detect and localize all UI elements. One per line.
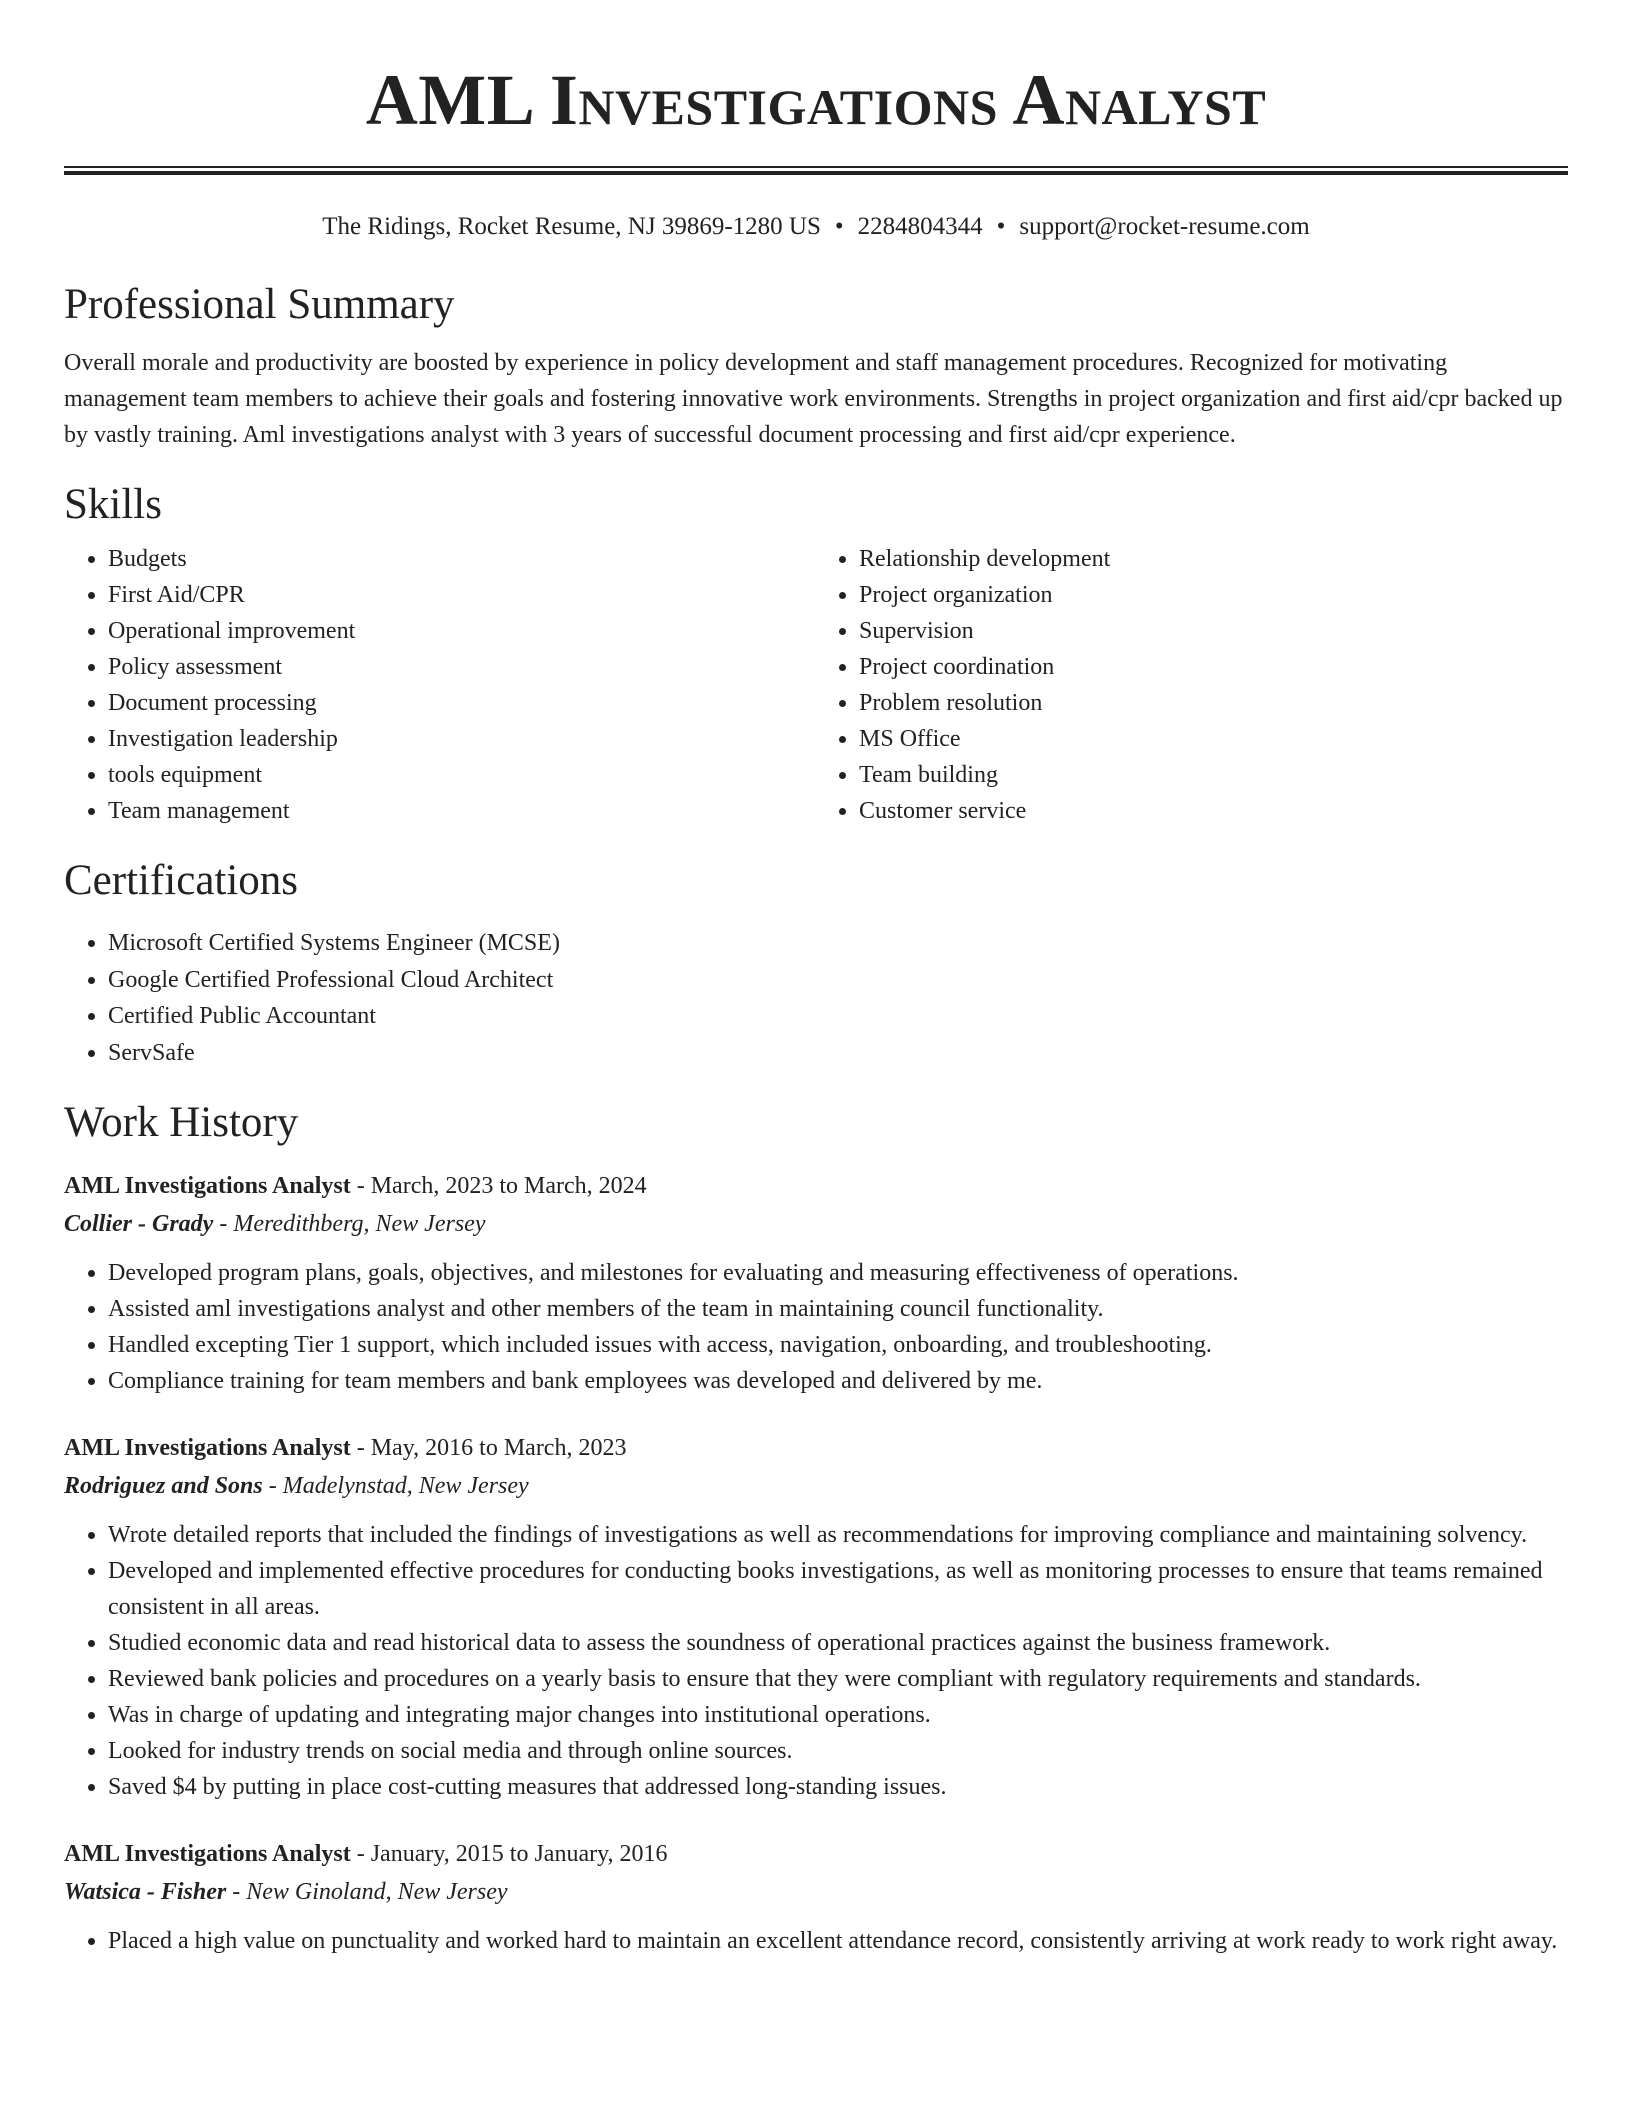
contact-separator: • <box>996 213 1006 240</box>
job-bullet: • Developed program plans, goals, objectives, and milestones for evaluating and measuring effectiveness of operations. <box>108 1255 1568 1291</box>
job-location: Meredithberg, New Jersey <box>233 1211 486 1237</box>
job-dates: January, 2015 to January, 2016 <box>370 1841 668 1867</box>
job-company: Rodriguez and Sons <box>64 1473 263 1499</box>
job-location: New Ginoland, New Jersey <box>246 1879 508 1905</box>
job-entry <box>64 1835 1568 1959</box>
job-title-line: AML Investigations Analyst - March, 2023 to March, 2024 <box>64 1173 647 1199</box>
skill-item: • Policy assessment <box>108 649 817 685</box>
skill-item: • Operational improvement <box>108 613 817 649</box>
job-bullets <box>64 1255 1568 1399</box>
job-title-line: AML Investigations Analyst - May, 2016 to March, 2023 <box>64 1435 627 1461</box>
resume-page <box>64 0 1568 1959</box>
job-bullet: • Saved $4 by putting in place cost-cutting measures that addressed long-standing issues. <box>108 1769 1568 1805</box>
job-bullet: • Assisted aml investigations analyst and other members of the team in maintaining council functionality. <box>108 1291 1568 1327</box>
skill-item: • Relationship development <box>859 541 1568 577</box>
certifications-list <box>64 925 1568 1071</box>
job-bullet: • Developed and implemented effective procedures for conducting books investigations, as well as monitoring processes to ensure that teams remained consistent in all areas. <box>108 1553 1568 1625</box>
job-location: Madelynstad, New Jersey <box>282 1473 529 1499</box>
job-bullets <box>64 1517 1568 1805</box>
job-dates: March, 2023 to March, 2024 <box>370 1173 647 1199</box>
skills-list-left <box>64 541 817 829</box>
summary-text: Overall morale and productivity are boosted by experience in policy development and staff management procedures. Recognized for motivating management team members to achieve their goals and fostering innovative work environments. Strengths in project organization and first aid/cpr backed up by vastly training. Aml investigations analyst with 3 years of successful document processing and first aid/cpr experience. <box>64 350 1563 448</box>
header-divider <box>64 166 1568 175</box>
skill-item: • tools equipment <box>108 757 817 793</box>
section-heading-certifications: Certifications <box>64 857 299 904</box>
job-company-line: Collier - Grady - Meredithberg, New Jersey <box>64 1211 486 1237</box>
skill-item: • Project organization <box>859 577 1568 613</box>
skill-item: • Supervision <box>859 613 1568 649</box>
skill-item: • Problem resolution <box>859 685 1568 721</box>
job-bullets <box>64 1923 1568 1959</box>
skill-item: • MS Office <box>859 721 1568 757</box>
skill-item: • Project coordination <box>859 649 1568 685</box>
job-bullet: • Wrote detailed reports that included the findings of investigations as well as recommendations for improving compliance and maintaining solvency. <box>108 1517 1568 1553</box>
job-entry <box>64 1167 1568 1399</box>
contact-separator: • <box>834 213 844 240</box>
contact-line <box>64 211 1568 243</box>
section-heading-work-history: Work History <box>64 1099 299 1146</box>
skill-item: • Investigation leadership <box>108 721 817 757</box>
skill-item: • Budgets <box>108 541 817 577</box>
skill-item: • Customer service <box>859 793 1568 829</box>
job-company: Watsica - Fisher <box>64 1879 227 1905</box>
job-bullet: • Compliance training for team members and bank employees was developed and delivered by me. <box>108 1363 1568 1399</box>
contact-phone: 2284804344 <box>857 213 983 240</box>
contact-email[interactable]: support@rocket-resume.com <box>1019 213 1310 240</box>
job-title: AML Investigations Analyst <box>64 1435 351 1461</box>
job-dates: May, 2016 to March, 2023 <box>370 1435 627 1461</box>
skills-list-right <box>817 541 1568 829</box>
certification-item: • ServSafe <box>108 1035 1568 1072</box>
candidate-name: AML Investigations Analyst <box>365 60 1267 140</box>
job-company-line: Rodriguez and Sons - Madelynstad, New Jersey <box>64 1473 529 1499</box>
skills-columns <box>64 541 1568 829</box>
certification-item: • Google Certified Professional Cloud Architect <box>108 962 1568 999</box>
certification-item: • Certified Public Accountant <box>108 998 1568 1035</box>
job-title: AML Investigations Analyst <box>64 1841 351 1867</box>
skill-item: • Team building <box>859 757 1568 793</box>
skill-item: • Document processing <box>108 685 817 721</box>
job-bullet: • Reviewed bank policies and procedures on a yearly basis to ensure that they were compliant with regulatory requirements and standards. <box>108 1661 1568 1697</box>
contact-address: The Ridings, Rocket Resume, NJ 39869-1280 US <box>322 213 821 240</box>
job-company-line: Watsica - Fisher - New Ginoland, New Jersey <box>64 1879 508 1905</box>
job-company: Collier - Grady <box>64 1211 214 1237</box>
job-title: AML Investigations Analyst <box>64 1173 351 1199</box>
job-bullet: • Looked for industry trends on social media and through online sources. <box>108 1733 1568 1769</box>
certification-item: • Microsoft Certified Systems Engineer (MCSE) <box>108 925 1568 962</box>
skill-item: • First Aid/CPR <box>108 577 817 613</box>
job-bullet: • Placed a high value on punctuality and worked hard to maintain an excellent attendance record, consistently arriving at work ready to work right away. <box>108 1923 1568 1959</box>
job-bullet: • Studied economic data and read historical data to assess the soundness of operational practices against the business framework. <box>108 1625 1568 1661</box>
section-heading-summary: Professional Summary <box>64 281 455 328</box>
job-bullet: • Handled excepting Tier 1 support, which included issues with access, navigation, onboarding, and troubleshooting. <box>108 1327 1568 1363</box>
job-title-line: AML Investigations Analyst - January, 2015 to January, 2016 <box>64 1841 668 1867</box>
job-bullet: • Was in charge of updating and integrating major changes into institutional operations. <box>108 1697 1568 1733</box>
section-heading-skills: Skills <box>64 481 162 528</box>
skill-item: • Team management <box>108 793 817 829</box>
job-entry <box>64 1429 1568 1805</box>
